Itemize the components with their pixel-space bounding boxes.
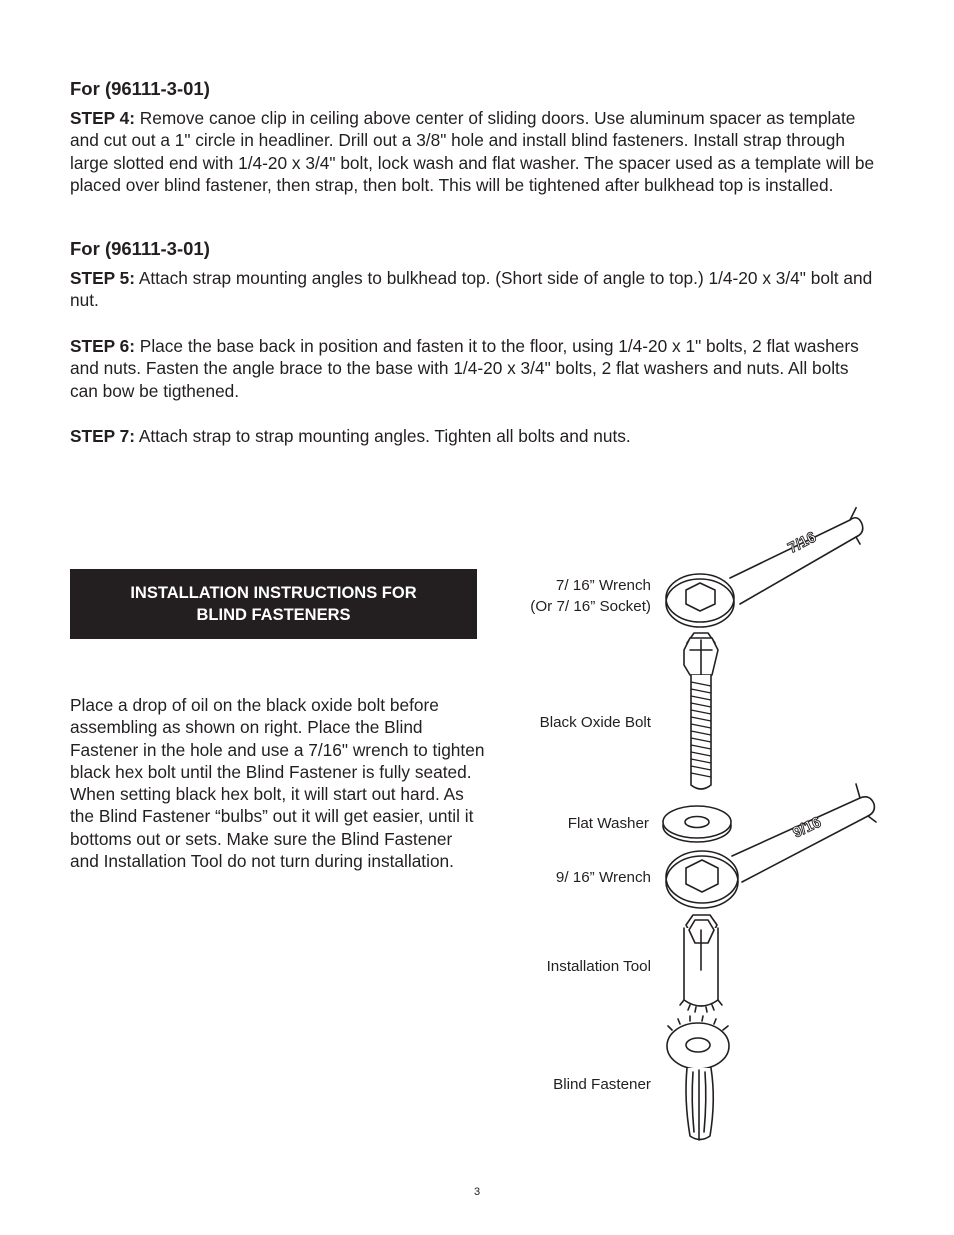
blind-fastener-assembly-diagram [660, 500, 900, 1150]
page-number: 3 [473, 1186, 481, 1198]
label-installation-tool: Installation Tool [546, 958, 651, 975]
blind-fastener-banner [70, 569, 477, 639]
blind-fastener-icon [667, 1016, 729, 1140]
label-blind-fastener: Blind Fastener [553, 1076, 651, 1093]
label-flat-washer: Flat Washer [567, 815, 649, 832]
flat-washer-icon [663, 806, 731, 842]
wrench-716-engraving: 7/16 [785, 528, 819, 558]
step-7-paragraph [70, 425, 880, 447]
banner-line-1: INSTALLATION INSTRUCTIONS FOR [130, 584, 417, 602]
installation-tool-icon [680, 915, 722, 1012]
step-5-text: Attach strap mounting angles to bulkhead top. (Short side of angle to top.) 1/4-20 x 3/4" bolt and nut. [70, 268, 873, 311]
section-heading-2: For (96111-3-01) [70, 238, 210, 259]
step-4-label: STEP 4: [70, 108, 135, 128]
label-wrench-716-line1: 7/ 16” Wrench [555, 577, 651, 594]
section-heading-1: For (96111-3-01) [70, 78, 210, 99]
step-5-label: STEP 5: [70, 268, 135, 288]
instructions-paragraph: Place a drop of oil on the black oxide bolt before assembling as shown on right. Place the Blind Fastener in the hole and use a 7/16" wrench to tighten black hex bolt until the Blind Fastener is fully seated. When setting black hex bolt, it will start out hard. As the Blind Fastener “bulbs” out it will get easier, until it bottoms out or sets. Make sure the Blind Fastener and Installation Tool do not turn during installation. [70, 695, 485, 872]
wrench-916-engraving: 9/16 [790, 813, 824, 842]
bolt-icon [684, 633, 718, 789]
step-7-label: STEP 7: [70, 426, 135, 446]
banner-line-2: BLIND FASTENERS [196, 606, 351, 624]
step-6-paragraph [70, 335, 880, 402]
label-wrench-916: 9/ 16” Wrench [555, 869, 651, 886]
wrench-716-icon [666, 508, 863, 627]
step-4-text: Remove canoe clip in ceiling above center of sliding doors. Use aluminum spacer as template and cut out a 1" circle in headliner. Drill out a 3/8" hole and install blind fasteners. Install strap through large slotted end with 1/4-20 x 3/4" bolt, lock wash and flat washer. The spacer used as a template will be placed over blind fastener, then strap, then bolt. This will be tightened after bulkhead top is installed. [70, 108, 875, 195]
step-6-text: Place the base back in position and fasten it to the floor, using 1/4-20 x 1" bolts, 2 flat washers and nuts. Fasten the angle brace to the base with 1/4-20 x 3/4" bolts, 2 flat washers and nuts. All bolts can bow be tigthened. [70, 336, 859, 401]
step-6-label: STEP 6: [70, 336, 135, 356]
step-7-text: Attach strap to strap mounting angles. Tighten all bolts and nuts. [135, 426, 631, 446]
label-black-oxide-bolt: Black Oxide Bolt [539, 714, 651, 731]
label-wrench-716-line2: (Or 7/ 16” Socket) [530, 598, 651, 615]
step-4-paragraph [70, 107, 880, 196]
wrench-916-icon [666, 784, 876, 908]
step-5-paragraph [70, 267, 880, 312]
